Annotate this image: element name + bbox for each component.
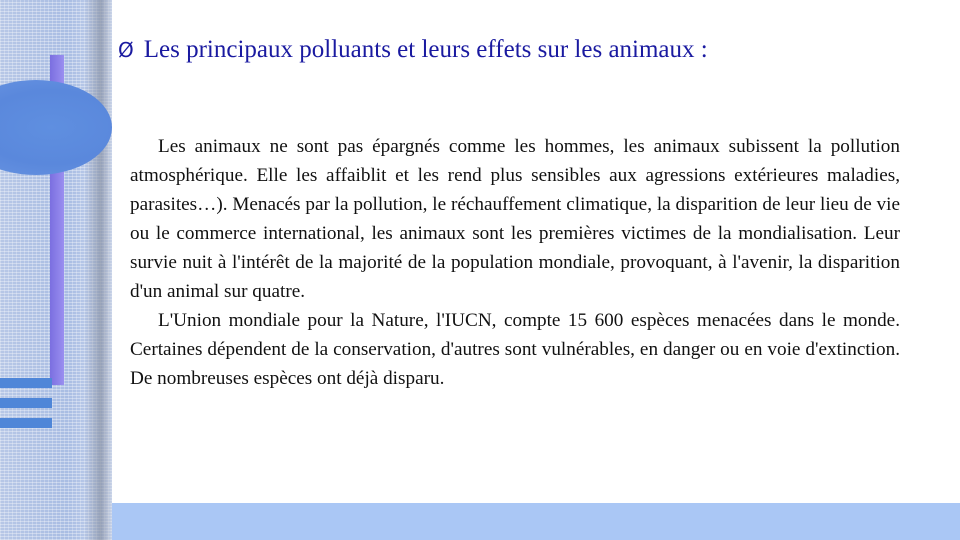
side-shadow	[84, 0, 112, 540]
slide-title	[118, 36, 938, 64]
bottom-decoration-bar	[112, 503, 960, 540]
slide-body	[130, 132, 900, 393]
stripe-decoration	[0, 418, 52, 428]
slide-title-text: Les principaux polluants et leurs effets sur les animaux :	[143, 36, 708, 63]
paragraph: L'Union mondiale pour la Nature, l'IUCN, compte 15 600 espèces menacées dans le monde. Certaines dépendent de la conservation, d'autres sont vulnérables, en danger ou en voie d'extinction. De nombreuses espèces ont déjà disparu.	[130, 310, 900, 389]
arrow-bullet-icon: Ø	[118, 38, 134, 62]
stripe-decoration	[0, 378, 52, 388]
paragraph: Les animaux ne sont pas épargnés comme les hommes, les animaux subissent la pollution atmosphérique. Elle les affaiblit et les rend plus sensibles aux agressions extérieures maladies, parasites…). Menacés par la pollution, le réchauffement climatique, la disparition de leur lieu de vie ou le commerce international, les animaux sont les premières victimes de la mondialisation. Leur survie nuit à l'intérêt de la majorité de la population mondiale, provoquant, à l'avenir, la disparition d'un animal sur quatre.	[130, 136, 900, 302]
stripe-decoration	[0, 398, 52, 408]
